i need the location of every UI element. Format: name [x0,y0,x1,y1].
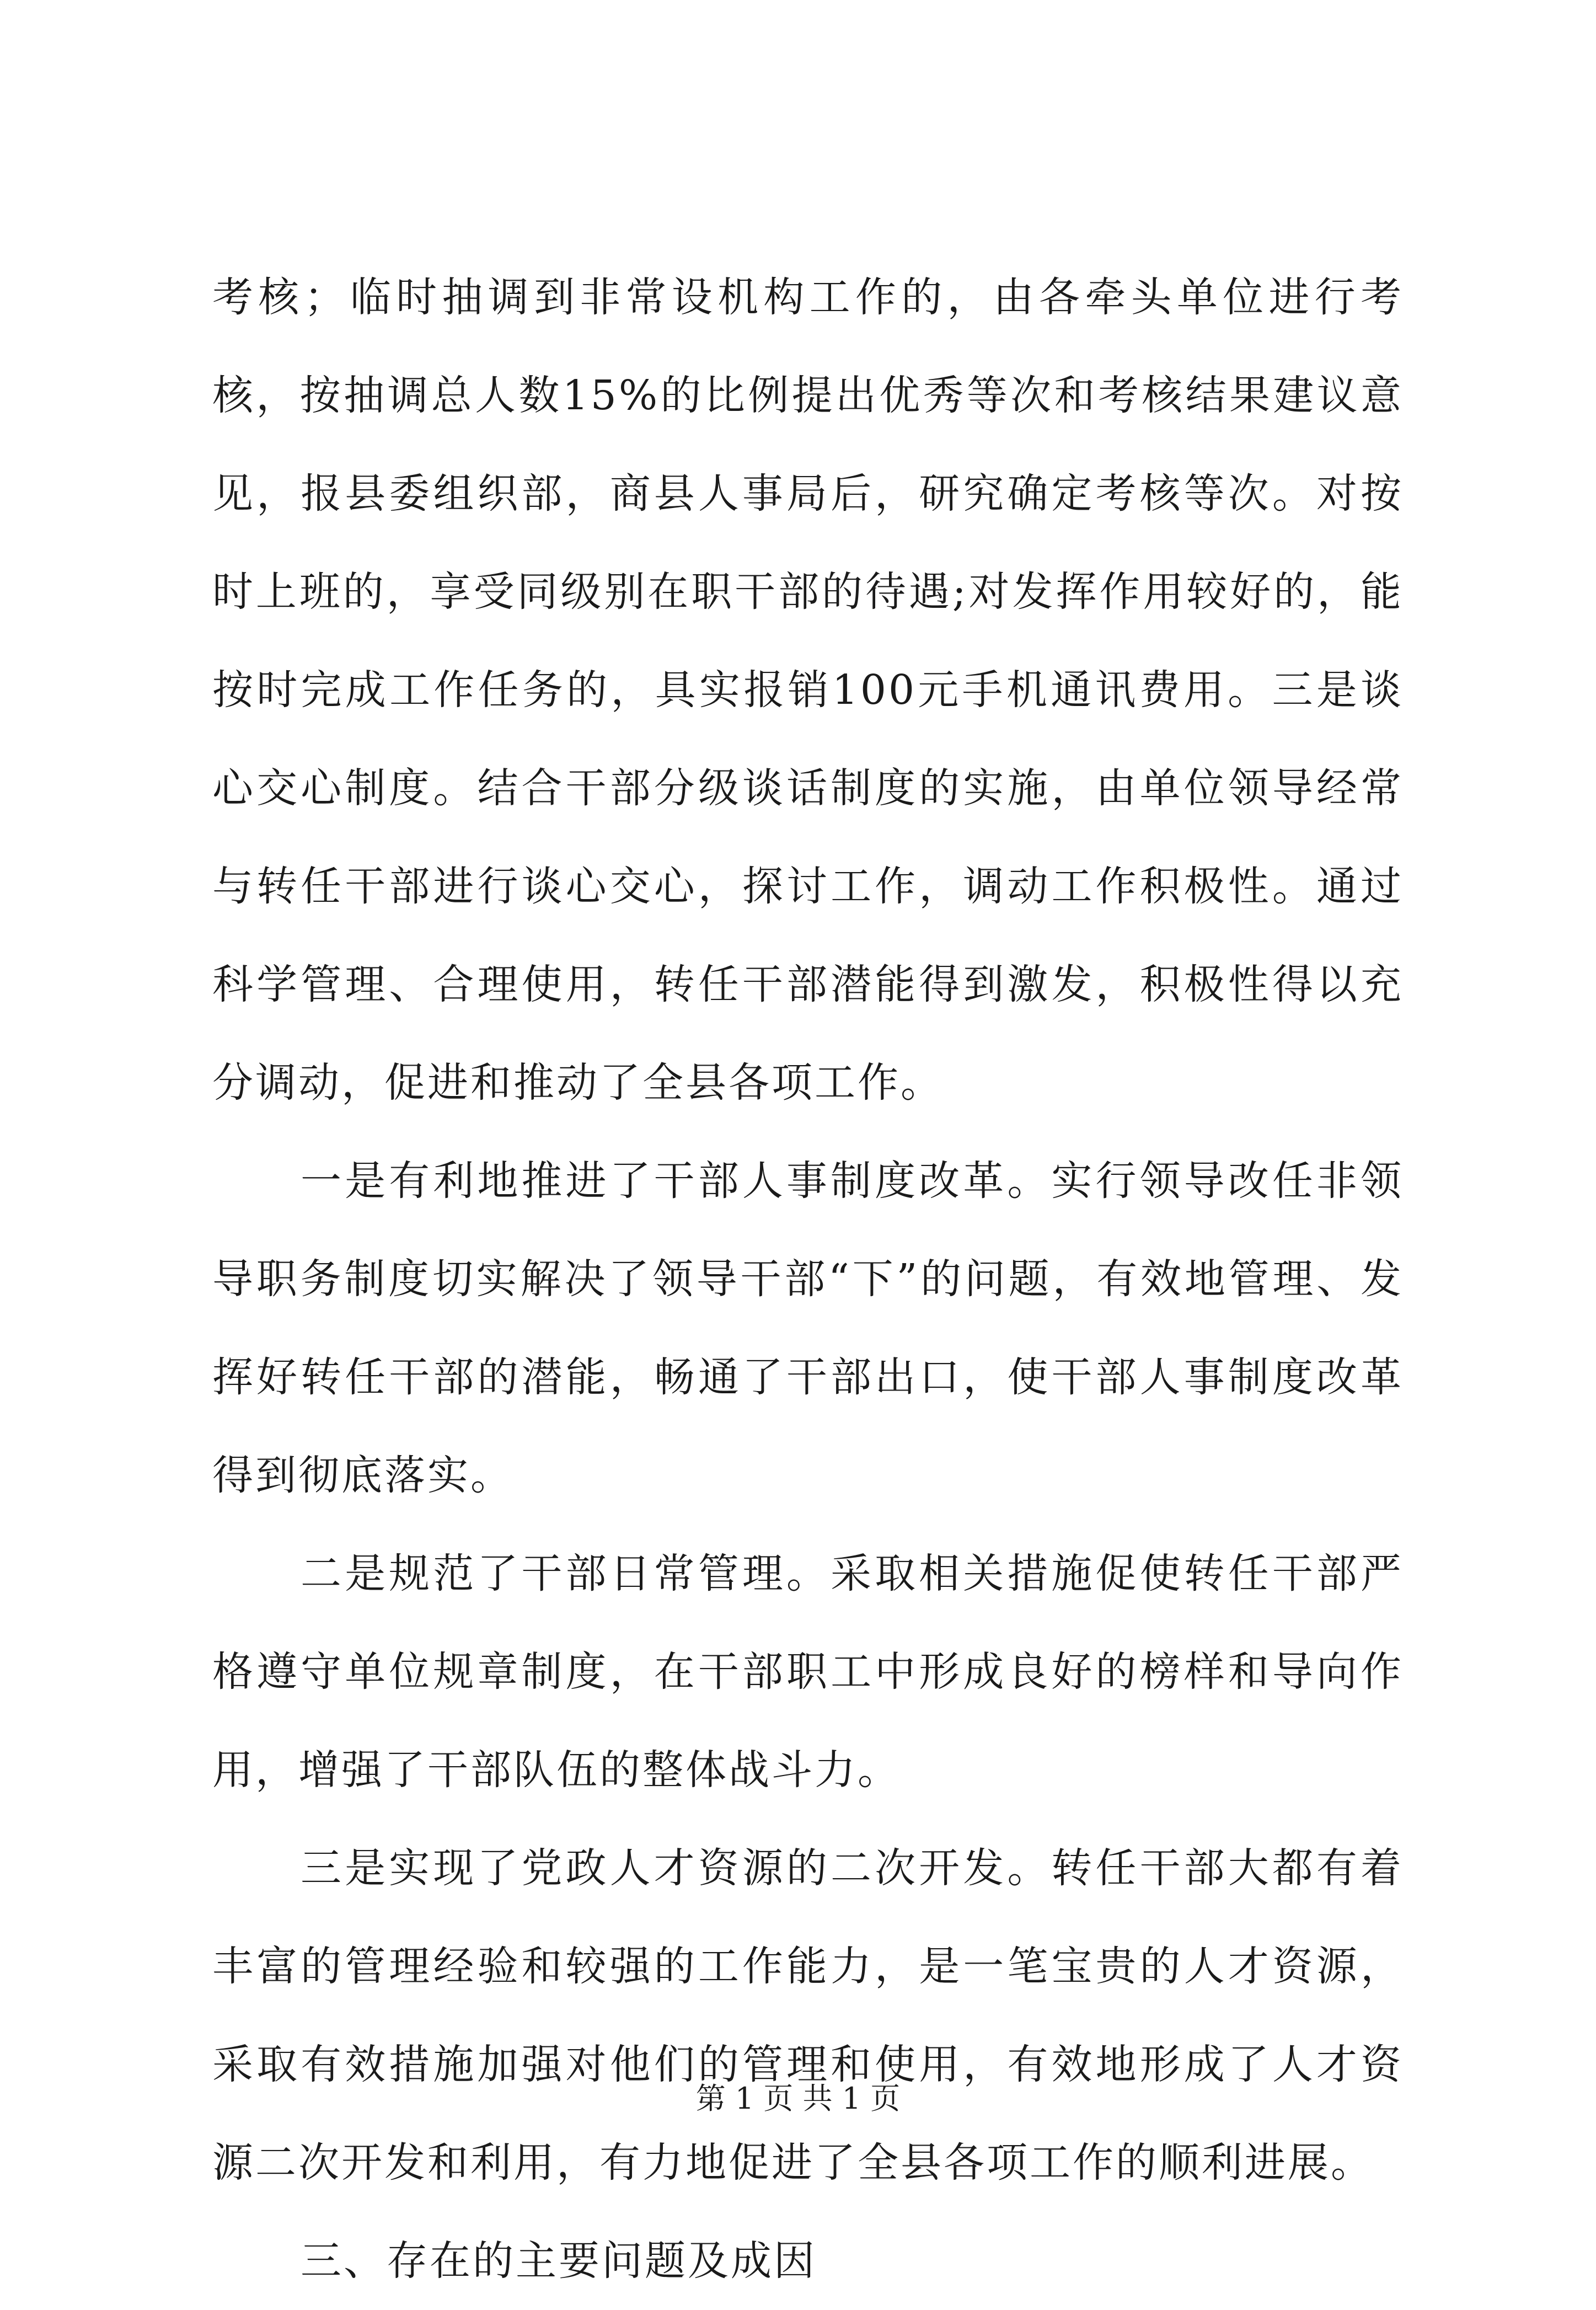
paragraph-assessment-rules: 考核；临时抽调到非常设机构工作的，由各牵头单位进行考核，按抽调总人数15%的比例提出优秀等次和考核结果建议意见，报县委组织部，商县人事局后，研究确定考核等次。对按时上班的，享受同级别在职干部的待遇;对发挥作用较好的，能按时完成工作任务的，具实报销100元手机通讯费用。三是谈心交心制度。结合干部分级谈话制度的实施，由单位领导经常与转任干部进行谈心交心，探讨工作，调动工作积极性。通过科学管理、合理使用，转任干部潜能得到激发，积极性得以充分调动，促进和推动了全县各项工作。 [212,274,1404,1106]
page-number-footer: 第 1 页 共 1 页 [695,2081,901,2116]
paragraph-talent-development: 三是实现了党政人才资源的二次开发。转任干部大都有着丰富的管理经验和较强的工作能力，是一笔宝贵的人才资源，采取有效措施加强对他们的管理和使用，有效地形成了人才资源二次开发和利用，有力地促进了全县各项工作的顺利进展。 [212,1844,1404,2186]
section-heading-problems: 三、存在的主要问题及成因 [301,2237,817,2285]
document-body [212,248,1404,2310]
paragraph-reform-effect: 一是有利地推进了干部人事制度改革。实行领导改任非领导职务制度切实解决了领导干部“下”的问题，有效地管理、发挥好转任干部的潜能，畅通了干部出口，使干部人事制度改革得到彻底落实。 [212,1157,1404,1499]
paragraph-daily-management: 二是规范了干部日常管理。采取相关措施促使转任干部严格遵守单位规章制度，在干部职工中形成良好的榜样和导向作用，增强了干部队伍的整体战斗力。 [212,1550,1404,1794]
